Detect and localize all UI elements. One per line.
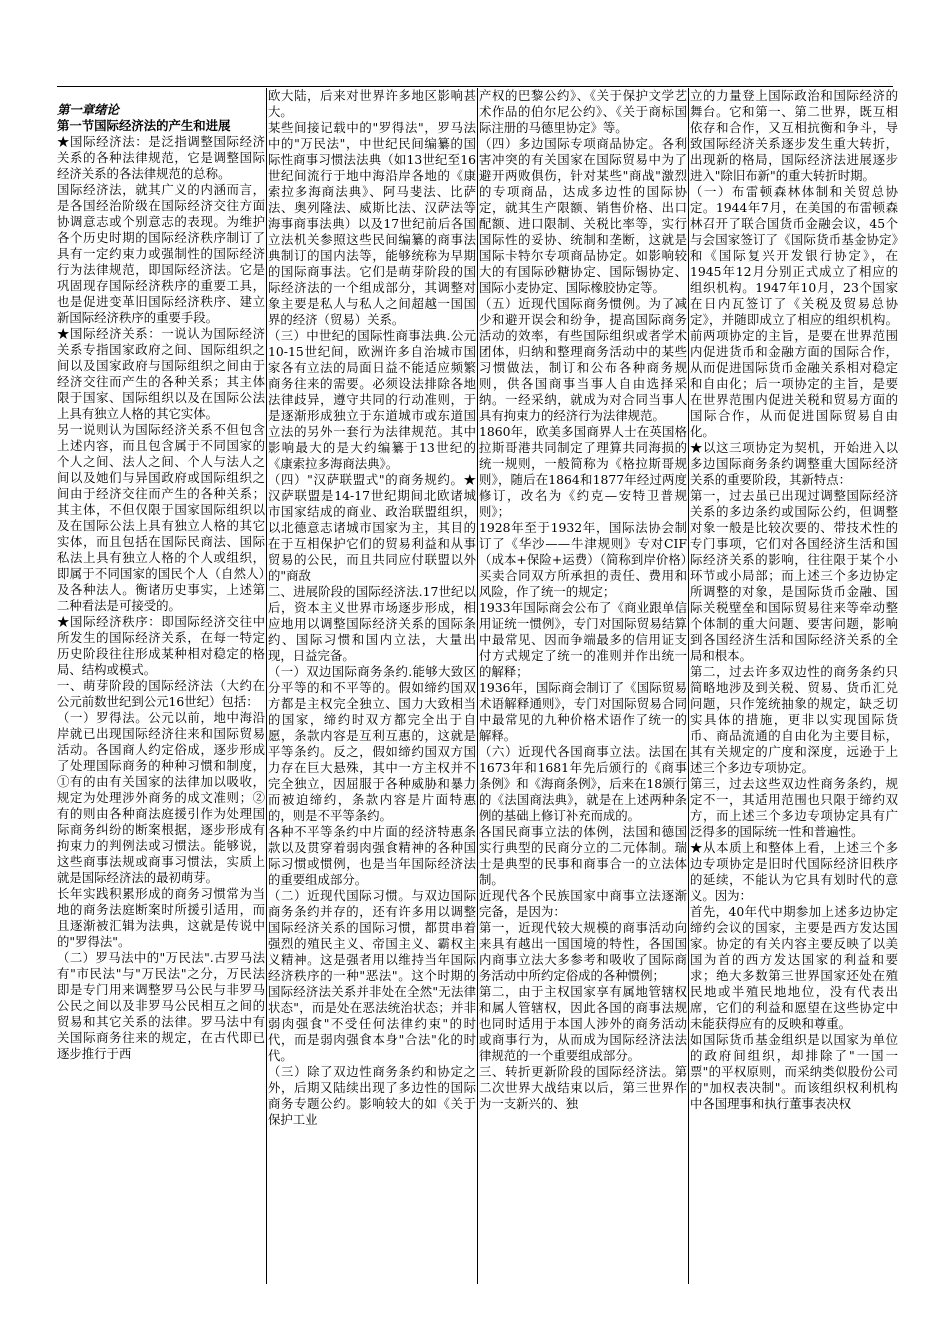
column-1 (57, 88, 265, 1284)
paragraph: （二）罗马法中的"万民法".古罗马法有"市民法"与"万民法"之分，万民法即是专门用来调整罗马公民与非罗马公民之间以及非罗马公民相互之间的贸易和其它关系的法律。罗马法中有关国际商务往来的规定，在古代即已逐步推行于西 (57, 950, 265, 1061)
paragraph: 第二，过去许多双边性的商务条约只简略地涉及到关税、贸易、货币汇兑问题，只作笼统抽象的规定，缺乏切实具体的措施，更非以实现国际货币、商品流通的自由化为主要目标，其有关规定的广度和深度，远逊于上述三个多边专项协定。 (690, 664, 898, 775)
paragraph: 二、进展阶段的国际经济法.17世纪以后，资本主义世界市场逐步形成，相应地用以调整国际经济关系的国际条约、国际习惯和国内立法，大量出现，日益完备。 (268, 584, 476, 663)
paragraph: （一）双边国际商务条约.能够大致区分平等的和不平等的。假如缔约国双方都是主权完全独立、国力大致相当的国家，缔约时双方都完全出于自愿，条款内容是互利互惠的，这就是平等条约。反之，假如缔约国双方国力存在巨大悬殊，其中一方主权并不完全独立，因屈服于各种威胁和暴力而被迫缔约，条款内容是片面特惠的，则是不平等条约。 (268, 664, 476, 823)
paragraph: （三）除了双边性商务条约和协定之外，后期又陆续出现了多边性的国际商务专题公约。影响较大的如《关于保护工业 (268, 1064, 476, 1127)
paragraph: （四）"汉萨联盟式"的商务规约。★汉萨联盟是14-17世纪期间北欧诸城市国家结成的商业、政治联盟组织，以北德意志诸城市国家为主，其目的在于互相保护它们的贸易利益和从事贸易的公民，而且共同应付联盟以外的"商敌 (268, 472, 476, 583)
paragraph: 产权的巴黎公约》、《关于保护文学艺术作品的伯尔尼公约》、《关于商标国际注册的马德里协定》等。 (479, 88, 687, 135)
paragraph: 欧大陆，后来对世界许多地区影响甚大。 (268, 88, 476, 119)
paragraph: 第一，近现代较大规模的商事活动向来具有越出一国国境的特性，各国国内商事立法大多参考和吸收了国际商务活动中所约定俗成的各种惯例； (479, 920, 687, 983)
column-divider (266, 88, 267, 1284)
paragraph: ★国际经济法：是泛指调整国际经济关系的各种法律规范，它是调整国际经济关系的各法律规范的总称。 (57, 134, 265, 181)
paragraph: 1933年国际商会公布了《商业跟单信用证统一惯例》，专门对国际贸易结算中最常见、因而争端最多的信用证支付方式规定了统一的准则并作出统一的解释； (479, 600, 687, 679)
column-divider (688, 88, 689, 1284)
paragraph: 长年实践积累形成的商务习惯常为当地的商务法庭断案时所援引适用，而且逐渐被汇辑为法典，这就是传说中的"罗得法"。 (57, 886, 265, 949)
paragraph: 某些间接记载中的"罗得法"，罗马法中的"万民法"，中世纪民间编纂的国际性商事习惯法法典（如13世纪至16世纪间流行于地中海沿岸各地的《康索拉多海商法典》、阿马斐法、比萨法、奥列隆法、威斯比法、汉萨法等海事商事法典）以及17世纪前后各国立法机关参照这些民间编纂的商事法典制订的国内法等，能够统称为早期的国际商事法。它们是萌芽阶段的国际经济法的一个组成部分，其调整对象主要是私人与私人之间超越一国国界的经济（贸易）关系。 (268, 120, 476, 327)
paragraph: 立的力量登上国际政治和国际经济的舞台。它和第一、第二世界，既互相依存和合作，又互相抗衡和争斗，导致国际经济关系逐步发生重大转折，出现新的格局，国际经济法进展逐步进入"除旧布新"的重大转折时期。 (690, 88, 898, 183)
paragraph: 另一说则认为国际经济关系不但包含上述内容，而且包含属于不同国家的个人之间、法人之间、个人与法人之间以及她们与异国政府或国际组织之间由于经济交往而产生的各种关系；其主体，不但仅限于国家国际组织以及在国际公法上具有独立人格的其它实体，而且包括在国际民商法、国际私法上具有独立人格的个人或组织，即属于不同国家的国民个人（自然人）及各种法人。衡诸历史事实，上述第二种看法是可接受的。 (57, 422, 265, 613)
paragraph: 近现代各个民族国家中商事立法逐渐完备，是因为： (479, 888, 687, 919)
paragraph: 第二，由于主权国家享有属地管辖权和属人管辖权，因此各国的商事法规也同时适用于本国人涉外的商务活动或商事行为，从而成为国际经济法法律规范的一个重要组成部分。 (479, 984, 687, 1063)
paragraph: 各种不平等条约中片面的经济特惠条款以及贯穿着弱肉强食精神的各种国际习惯或惯例，也是当年国际经济法的重要组成部分。 (268, 824, 476, 887)
paragraph: 各国民商事立法的体例，法国和德国实行典型的民商分立的二元体制。瑞士是典型的民事和商事合一的立法体制。 (479, 824, 687, 887)
header-rule (57, 86, 893, 87)
paragraph: 1936年，国际商会制订了《国际贸易术语解释通则》，专门对国际贸易合同中最常见的九种价格术语作了统一的解释。 (479, 680, 687, 743)
paragraph: ★以这三项协定为契机，开始进入以多边国际商务条约调整重大国际经济关系的重要阶段，其新特点： (690, 440, 898, 487)
column-2 (268, 88, 476, 1284)
paragraph: ★国际经济关系：一说认为国际经济关系专指国家政府之间、国际组织之间以及国家政府与国际组织之间由于经济交往而产生的各种关系；其主体限于国家、国际组织以及在国际公法上具有独立人格的其它实体。 (57, 326, 265, 421)
paragraph: （一）罗得法。公元以前，地中海沿岸就已出现国际经济往来和国际贸易活动。各国商人约定俗成，逐步形成了处理国际商务的种种习惯和制度，①有的由有关国家的法律加以吸收，规定为处理涉外商务的成文准则；②有的则由各种商法庭援引作为处理国际商务纠纷的断案根据，逐步形成有拘束力的判例法或习惯法。能够说，这些商事法规或商事习惯法，实质上就是国际经济法的最初萌芽。 (57, 710, 265, 885)
paragraph: （五）近现代国际商务惯例。为了减少和避开误会和纷争，提高国际商务活动的效率，有些国际组织或者学术团体，归纳和整理商务活动中的某些习惯做法，制订和公布各种商务规则，供各国商事当事人自由选择采纳。一经采纳，就成为对合同当事人具有拘束力的经济行为法律规范。 (479, 296, 687, 423)
paragraph: 国际经济法，就其广义的内涵而言，是各国经治阶级在国际经济交往方面协调意志或个别意志的表现。为维护各个历史时期的国际经济秩序制订了具有一定约束力或强制性的国际经济行为法律规范，即国际经济法。它是巩固现存国际经济秩序的重要工具，也是促进变革旧国际经济秩序、建立新国际经济秩序的重要手段。 (57, 182, 265, 325)
paragraph: 第三，过去这些双边性商务条约，规定不一，其适用范围也只限于缔约双方，而上述三个多边专项协定具有广泛得多的国际统一性和普遍性。 (690, 776, 898, 839)
chapter-title: 第一章绪论 (57, 102, 119, 117)
paragraph: 如国际货币基金组织是以国家为单位的政府间组织，却排除了"一国一票"的平权原则，而采纳类似股份公司的"加权表决制"。而该组织权利机构中各国理事和执行董事表决权 (690, 1032, 898, 1111)
paragraph: 首先，40年代中期参加上述多边协定缔约会议的国家，主要是西方发达国家。协定的有关内容主要反映了以美国为首的西方发达国家的利益和要求；绝大多数第三世界国家还处在殖民地或半殖民地地位，没有代表出席，它们的利益和愿望在这些协定中未能获得应有的反映和尊重。 (690, 904, 898, 1031)
paragraph: ★从本质上和整体上看，上述三个多边专项协定是旧时代国际经济旧秩序的延续，不能认为它具有划时代的意义。因为： (690, 840, 898, 903)
paragraph: 三、转折更新阶段的国际经济法。第二次世界大战结束以后，第三世界作为一支新兴的、独 (479, 1064, 687, 1111)
paragraph: （二）近现代国际习惯。与双边国际商务条约并存的，还有许多用以调整国际经济关系的国际习惯，都贯串着强烈的殖民主义、帝国主义、霸权主义精神。这是强者用以维持当年国际经济秩序的一种"恶法"。这个时期的国际经济法关系并非处在全然"无法律状态"，而是处在恶法统治状态；并非弱肉强食"不受任何法律约束"的时代，而是弱肉强食本身"合法"化的时代。 (268, 888, 476, 1063)
paragraph: ★国际经济秩序：即国际经济交往中所发生的国际经济关系，在每一特定历史阶段往往形成某种相对稳定的格局、结构或模式。 (57, 614, 265, 677)
section-title: 第一节国际经济法的产生和进展 (57, 118, 231, 133)
paragraph: （一）布雷顿森林体制和关贸总协定。1944年7月，在美国的布雷顿森林召开了联合国货币金融会议，45个与会国家签订了《国际货币基金协定》和《国际复兴开发银行协定》，在1945年12月分别正式成立了相应的组织机构。1947年10月，23个国家在日内瓦签订了《关税及贸易总协定》，并随即成立了相应的组织机构。前两项协定的主旨，是要在世界范围内促进货币和金融方面的国际合作，从而促进国际货币金融关系相对稳定和自由化；后一项协定的主旨，是要在世界范围内促进关税和贸易方面的国际合作，从而促进国际贸易自由化。 (690, 184, 898, 439)
paragraph: （四）多边国际专项商品协定。各利害冲突的有关国家在国际贸易中为了避开两败俱伤，针对某些"商战"激烈的专项商品，达成多边性的国际协定，就其生产限额、销售价格、出口配额、进口限制、关税比率等，实行国际性的妥协、统制和垄断，这就是国际卡特尔专项商品协定。如影响较大的有国际砂糖协定、国际锡协定、国际小麦协定、国际橡胶协定等。 (479, 136, 687, 295)
paragraph: （三）中世纪的国际性商事法典.公元10-15世纪间，欧洲许多自治城市国家各有立法的局面日益不能适应频繁商务往来的需要。必须设法排除各地法律歧异，遵守共同的行动准则，于是逐渐形成独立于东道城市或东道国立法的另外一套行为法律规范。其中影响最大的是大约编纂于13世纪的《康索拉多海商法典》。 (268, 328, 476, 471)
column-3 (479, 88, 687, 1284)
paragraph: 第一，过去虽已出现过调整国际经济关系的多边条约或国际公约，但调整对象一般是比较次要的、带技术性的专门事项，它们对各国经济生活和国际经济关系的影响，往往限于某个小环节或小局部；而上述三个多边协定所调整的对象，是国际货币金融、国际关税壁垒和国际贸易往来等牵动整个体制的重大问题、要害问题，影响到各国经济生活和国际经济关系的全局和根本。 (690, 488, 898, 663)
column-divider (477, 88, 478, 1284)
column-4 (690, 88, 898, 1284)
paragraph: 一、萌芽阶段的国际经济法（大约在公元前数世纪到公元16世纪）包括： (57, 678, 265, 709)
paragraph: 1860年，欧美多国商界人士在英国格拉斯哥港共同制定了理算共同海损的统一规则，一般简称为《格拉斯哥规则》，随后在1864和1877年经过两度修订，改名为《约克—安特卫普规则》； (479, 424, 687, 519)
paragraph: （六）近现代各国商事立法。法国在1673年和1681年先后颁行的《商事条例》和《海商条例》，后来在18颁行的《法国商法典》，就是在上述两种条例的基础上修订补充而成的。 (479, 744, 687, 823)
paragraph: 1928年至于1932年，国际法协会制订了《华沙——牛津规则》专对CIF（成本+保险+运费）（简称到岸价格）买卖合同双方所承担的责任、费用和风险，作了统一的规定； (479, 520, 687, 599)
